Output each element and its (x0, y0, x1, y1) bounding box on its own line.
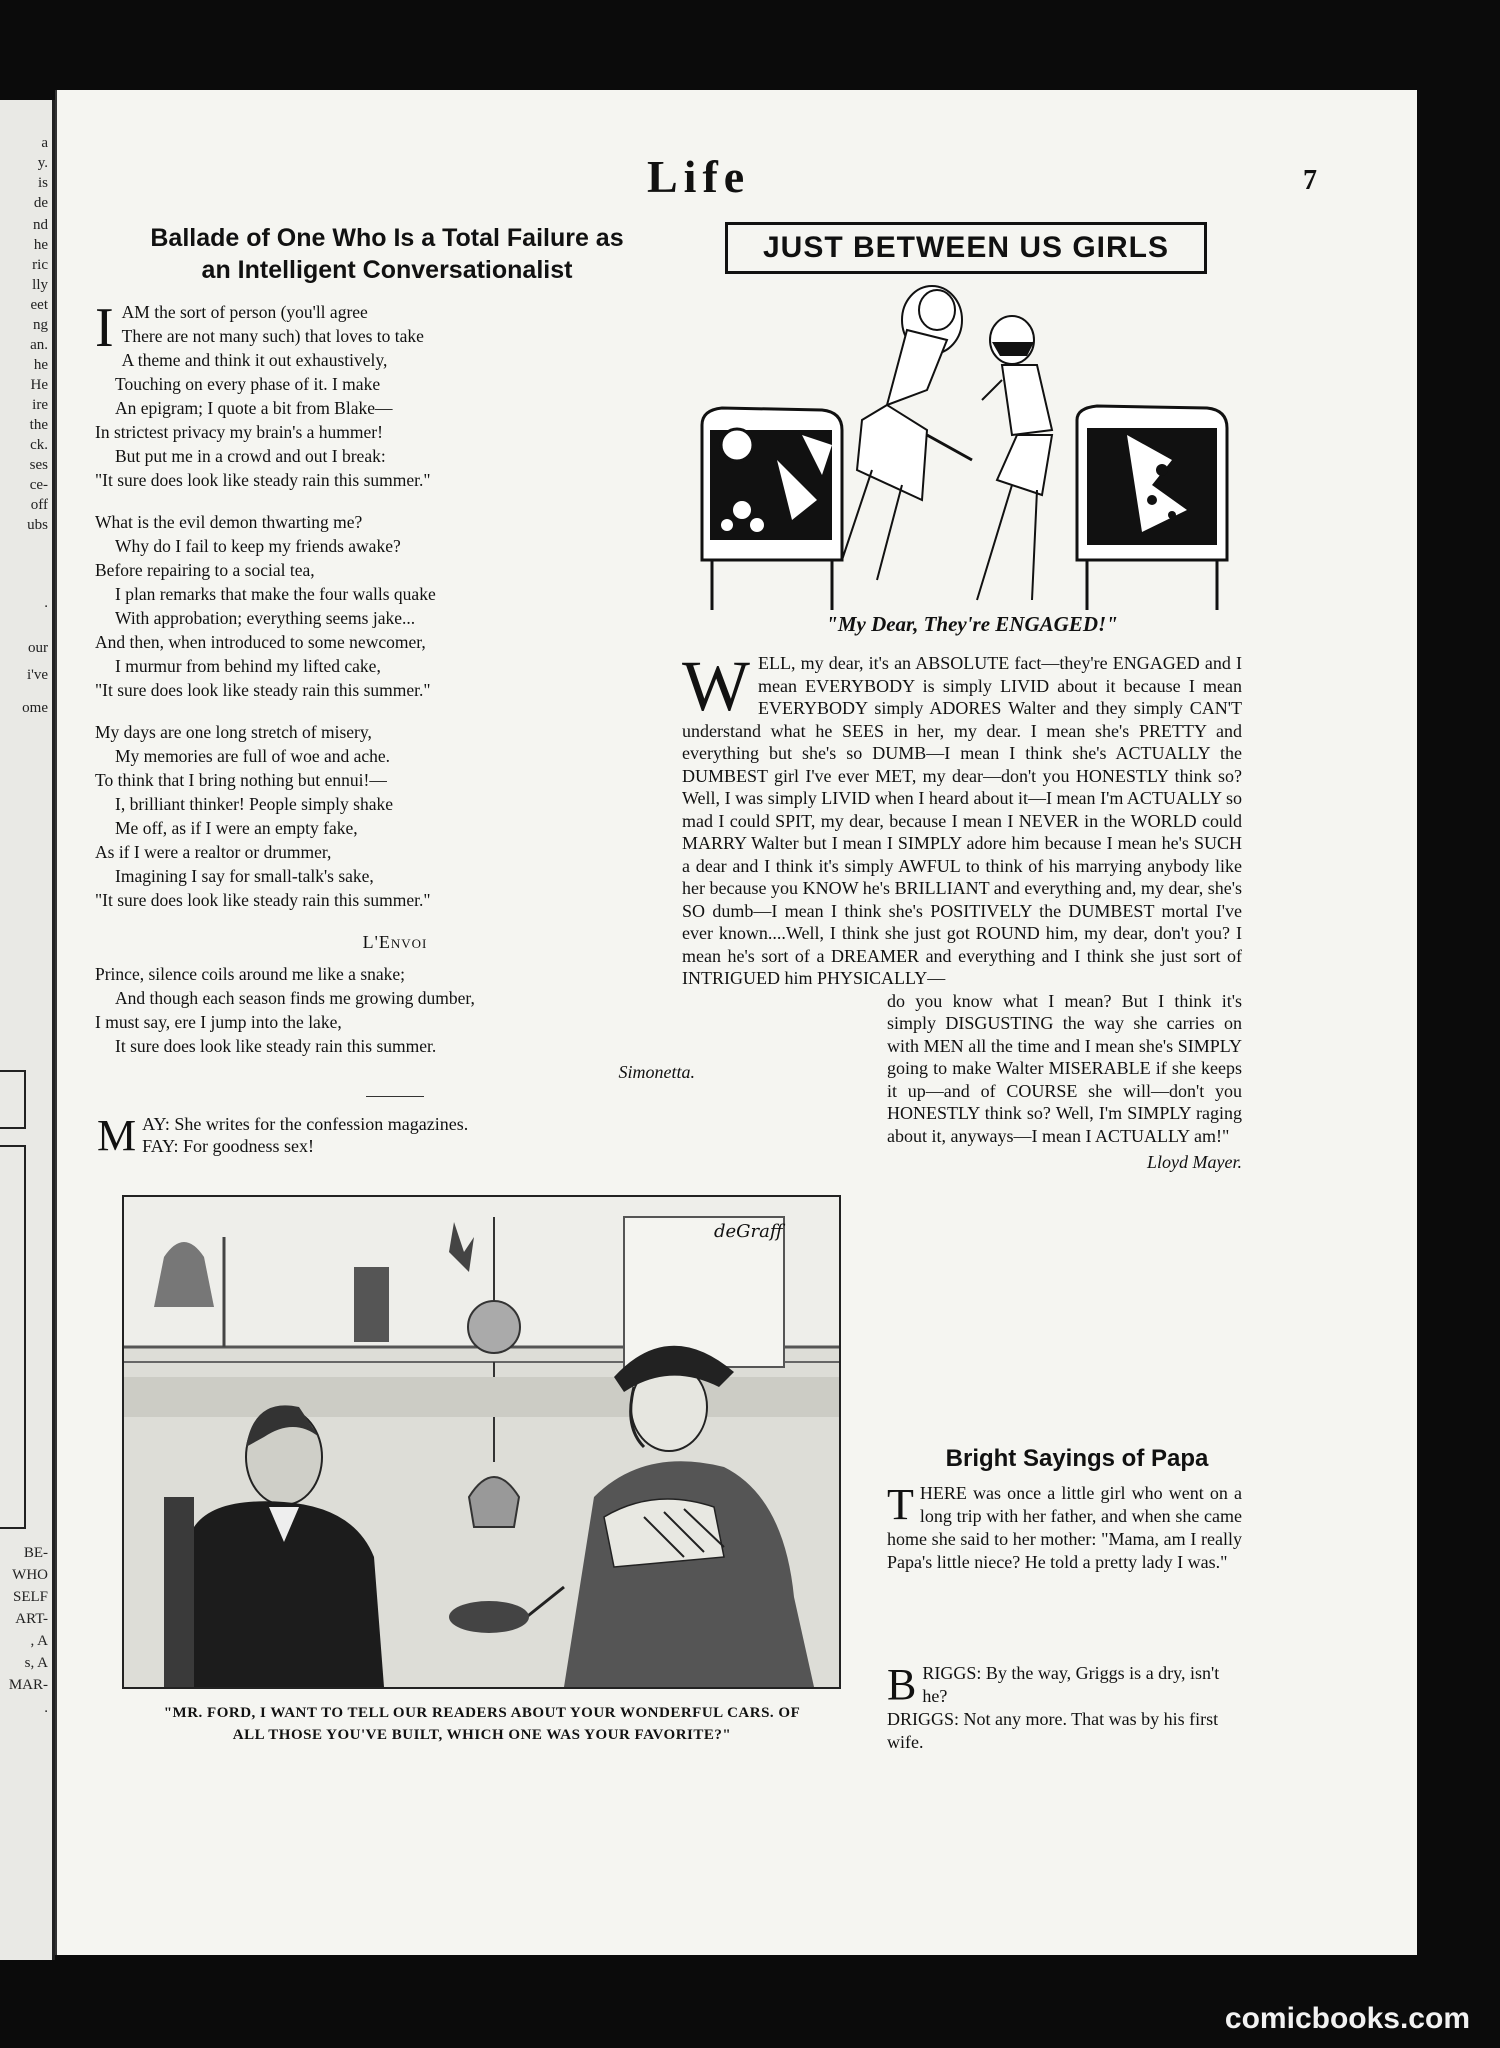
poem-line: Why do I fail to keep my friends awake? (115, 536, 401, 556)
magazine-page (55, 90, 1417, 1955)
briggs-line: RIGGS: By the way, Griggs is a dry, isn't he? (922, 1663, 1220, 1706)
drop-cap: B (887, 1660, 917, 1709)
adjacent-page-text-fragment: y. (37, 155, 48, 171)
artist-signature: deGraff (714, 1221, 783, 1242)
adjacent-page-text-fragment: i've (26, 667, 48, 683)
story-headline: "My Dear, They're ENGAGED!" (826, 612, 1118, 636)
adjacent-page-text-fragment: He (30, 377, 48, 393)
ballade-poem (95, 297, 695, 1111)
adjacent-page-text-fragment: he (33, 237, 48, 253)
adjacent-page-text-fragment: s, A (24, 1655, 48, 1671)
adjacent-page-text-fragment: nd (33, 217, 48, 233)
adjacent-page-text-fragment: . (44, 1700, 48, 1716)
drop-cap: T (887, 1480, 914, 1529)
two-girls-illustration (682, 270, 1242, 710)
adjacent-page-text-fragment: WHO (12, 1567, 48, 1583)
poem-line: AM the sort of person (you'll agree (121, 302, 368, 322)
poem-line: With approbation; everything seems jake... (115, 608, 416, 628)
cartoon-caption-line1: "MR. FORD, I WANT TO TELL OUR READERS ABOUT YOUR WONDERFUL CARS. OF (163, 1705, 801, 1721)
story-body-narrow: do you know what I mean? But I think it's simply DISGUSTING the way she carries on with MEN all the time and I mean she's SIMPLY going to make Walter MISERABLE if she keeps it up—and of COURSE she will—don't you HONESTLY think so? Well, I'm SIMPLY raging about it, anyways—I mean I ACTUALLY am!" (887, 990, 1242, 1146)
adjacent-page-text-fragment: de (33, 195, 48, 211)
driggs-speaker: DRIGGS: (887, 1709, 960, 1729)
driggs-line: Not any more. That was by his first wife. (887, 1709, 1219, 1752)
cartoon-drawing (124, 1197, 839, 1687)
adjacent-page-text-fragment: he (33, 357, 48, 373)
poem-line: I plan remarks that make the four walls quake (115, 584, 436, 604)
poem-line: A theme and think it out exhaustively, (121, 350, 388, 370)
poem-refrain: "It sure does look like steady rain this summer." (95, 680, 431, 700)
poem-line: I must say, ere I jump into the lake, (95, 1012, 342, 1032)
poem-line: My memories are full of woe and ache. (115, 746, 391, 766)
ballade-stanza-3 (95, 720, 695, 912)
adjacent-page-text-fragment: MAR- (8, 1677, 48, 1693)
drop-cap-w: W (682, 646, 750, 726)
adjacent-page-text-fragment: an. (30, 337, 48, 353)
poem-line: It sure does look like steady rain this summer. (115, 1036, 437, 1056)
poem-line: My days are one long stretch of misery, (95, 722, 372, 742)
adjacent-page-text-fragment: ome (22, 700, 48, 716)
adjacent-page-text-fragment: ng (33, 317, 48, 333)
poem-line: Me off, as if I were an empty fake, (115, 818, 358, 838)
engaged-story (682, 646, 1242, 1174)
poem-refrain: "It sure does look like steady rain this summer." (95, 890, 431, 910)
masthead: Life (647, 151, 751, 202)
jest-line-2: FAY: For goodness sex! (142, 1136, 314, 1156)
divider-rule (366, 1096, 424, 1097)
adjacent-page-box (0, 1070, 26, 1129)
poem-line: An epigram; I quote a bit from Blake— (115, 398, 393, 418)
bright-sayings-title: Bright Sayings of Papa (945, 1445, 1209, 1472)
poem-line: I murmur from behind my lifted cake, (115, 656, 381, 676)
ballade-stanza-2 (95, 510, 695, 702)
adjacent-page-text-fragment: BE- (23, 1545, 48, 1561)
two-girls-drawing (682, 270, 1242, 610)
ballade-signature: Simonetta. (618, 1062, 695, 1082)
jest-line-1: AY: She writes for the confession magazines. (142, 1114, 469, 1134)
adjacent-page-text-fragment: ART- (15, 1611, 48, 1627)
drop-cap: I (95, 297, 114, 359)
may-fay-jest (97, 1111, 697, 1160)
poem-line: To think that I bring nothing but ennui!— (95, 770, 387, 790)
poem-line: As if I were a realtor or drummer, (95, 842, 332, 862)
ballade-title (87, 222, 687, 286)
cartoon-caption-line2: ALL THOSE YOU'VE BUILT, WHICH ONE WAS YOUR FAVORITE?" (232, 1727, 732, 1743)
adjacent-page-text-fragment: SELF (12, 1589, 48, 1605)
adjacent-page-text-fragment: ire (32, 397, 48, 413)
adjacent-page-strip (0, 100, 55, 1960)
poem-line: Prince, silence coils around me like a snake; (95, 964, 406, 984)
page-number: 7 (1303, 165, 1317, 196)
just-between-us-girls-banner: JUST BETWEEN US GIRLS (725, 222, 1207, 274)
adjacent-page-text-fragment: ses (29, 457, 48, 473)
poem-line: And though each season finds me growing dumber, (115, 988, 475, 1008)
envoi-heading: L'Envoi (362, 932, 428, 952)
adjacent-page-text-fragment: . (44, 595, 48, 611)
poem-line: And then, when introduced to some newcomer, (95, 632, 426, 652)
adjacent-page-text-fragment: lly (32, 277, 48, 293)
poem-line: But put me in a crowd and out I break: (115, 446, 386, 466)
adjacent-page-text-fragment: off (30, 497, 48, 513)
poem-line: Before repairing to a social tea, (95, 560, 315, 580)
adjacent-page-text-fragment: our (28, 640, 48, 656)
story-body: ELL, my dear, it's an ABSOLUTE fact—they're ENGAGED and I mean EVERYBODY is simply LIVID about it because I mean EVERYBODY simply ADORES Walter and they simply CAN'T understand what he SEES in her, my dear. I mean she's PRETTY and everything but she's so DUMB—I mean I think she's ACTUALLY the DUMBEST girl I've ever MET, my dear—don't you HONESTLY think so? Well, I was simply LIVID when I heard about it—I mean I'm ACTUALLY so mad I could SPIT, my dear, because I mean I NEVER in the WORLD could MARRY Walter but I mean I SIMPLY adore him because I mean he's SUCH a dear and I think it's simply AWFUL to think of his marrying anybody like her because you KNOW he's BRILLIANT and everything and, my dear, she's SO dumb—I mean I think she's POSITIVELY the DUMBEST mortal I've ever known....Well, I think she just got ROUND him, my dear, don't you? I mean he's sort of a DREAMER and everything and I think she just sort of INTRIGUED him PHYSICALLY— (682, 653, 1242, 988)
poem-refrain: "It sure does look like steady rain this summer." (95, 470, 431, 490)
adjacent-page-text-fragment: the (29, 417, 48, 433)
ballade-title-line1: Ballade of One Who Is a Total Failure as (150, 224, 624, 252)
ballade-stanza-1 (95, 297, 695, 492)
adjacent-page-text-fragment: ric (32, 257, 48, 273)
bright-sayings-text (887, 1482, 1242, 1574)
poem-line: Touching on every phase of it. I make (115, 374, 381, 394)
poem-line: I, brilliant thinker! People simply shake (115, 794, 394, 814)
ballade-title-line2: an Intelligent Conversationalist (201, 256, 573, 284)
watermark: comicbooks.com (1224, 2002, 1470, 2035)
adjacent-page-text-fragment: ubs (27, 517, 48, 533)
adjacent-page-text-fragment: ck. (30, 437, 48, 453)
poem-line: Imagining I say for small-talk's sake, (115, 866, 374, 886)
adjacent-page-text-fragment: a (41, 135, 48, 151)
adjacent-page-text-fragment: , A (30, 1633, 48, 1649)
poem-line: In strictest privacy my brain's a hummer! (95, 422, 383, 442)
adjacent-page-text-fragment: ce- (29, 477, 48, 493)
briggs-driggs-jest (887, 1662, 1242, 1754)
poem-line: What is the evil demon thwarting me? (95, 512, 363, 532)
cartoon-caption (102, 1702, 862, 1746)
poem-line: There are not many such) that loves to take (121, 326, 424, 346)
bright-body: HERE was once a little girl who went on a long trip with her father, and when she came home she said to her mother: "Mama, am I really Papa's little niece? He told a pretty lady I was." (887, 1483, 1242, 1572)
envoi (95, 962, 695, 1058)
drop-cap: M (97, 1111, 137, 1160)
adjacent-page-text-fragment: is (37, 175, 48, 191)
adjacent-page-text-fragment: eet (30, 297, 48, 313)
adjacent-page-image-frame (0, 1145, 26, 1529)
story-signature: Lloyd Mayer. (1147, 1152, 1242, 1172)
ford-cartoon (122, 1195, 841, 1689)
